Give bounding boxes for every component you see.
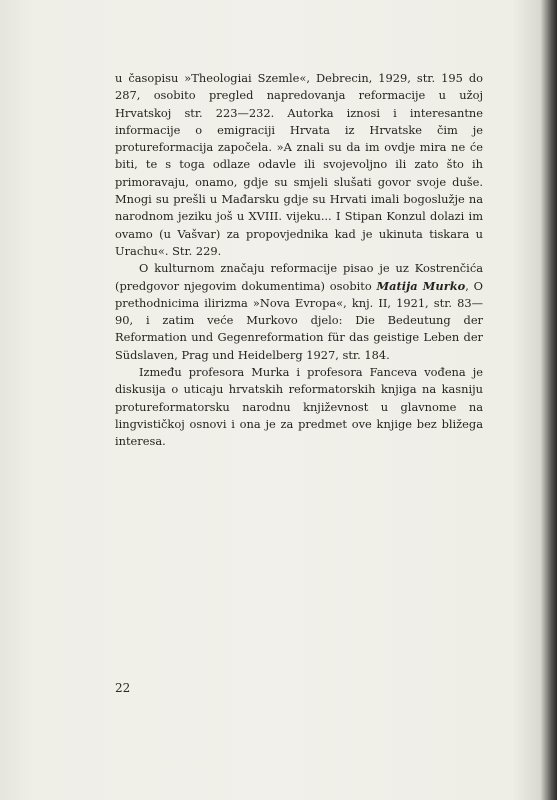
paragraph-discussion: Između profesora Murka i profesora Fanceva vođena je diskusija o uticaju hrvatskih reformatorskih knjiga na kasniju protureformatorsku narodnu književnost u glavnome na lingvističkoj osnovi i ona je za predmet ove knjige bez bližega interesa. bbox=[115, 365, 483, 449]
author-name: Matija Murko bbox=[376, 278, 466, 293]
paragraph-murko-rest: , O prethodnicima ilirizma »Nova Evropa«, knj. II, 1921, str. 83—90, i zatim veće Murkovo djelo: Die Bedeutung der Reformation und Gegenreformation für das geistige Leben der Südslaven, Prag und Heidelberg 1927, str. 184. bbox=[115, 278, 483, 362]
paragraph-continuation: u časopisu »Theologiai Szemle«, Debrecin, 1929, str. 195 do 287, osobito pregled napredovanja reformacije u užoj Hrvatskoj str. 223—232. Autorka iznosi i interesantne informacije o emigraciji Hrvata iz Hrvatske čim je protureformacija započela. »A znali su da im ovdje mira ne će biti, te s toga odlaze odavle ili svojevoljno ili zato što ih primoravaju, onamo, gdje su smjeli slušati govor svoje duše. Mnogi su prešli u Mađarsku gdje su Hrvati imali bogoslužje na narodnom jeziku još u XVIII. vijeku... I Stipan Konzul dolazi im ovamo (u Vašvar) za propovjednika kad je ukinuta tiskara u Urachu«. Str. 229. bbox=[115, 71, 483, 258]
paragraph-murko bbox=[115, 260, 483, 364]
page-number: 22 bbox=[115, 681, 131, 695]
page-body bbox=[115, 70, 483, 451]
paragraph-murko-intro: O kulturnom značaju reformacije pisao je uz Kostrenčića (predgovor njegovim dokumentima) osobito bbox=[115, 261, 483, 293]
